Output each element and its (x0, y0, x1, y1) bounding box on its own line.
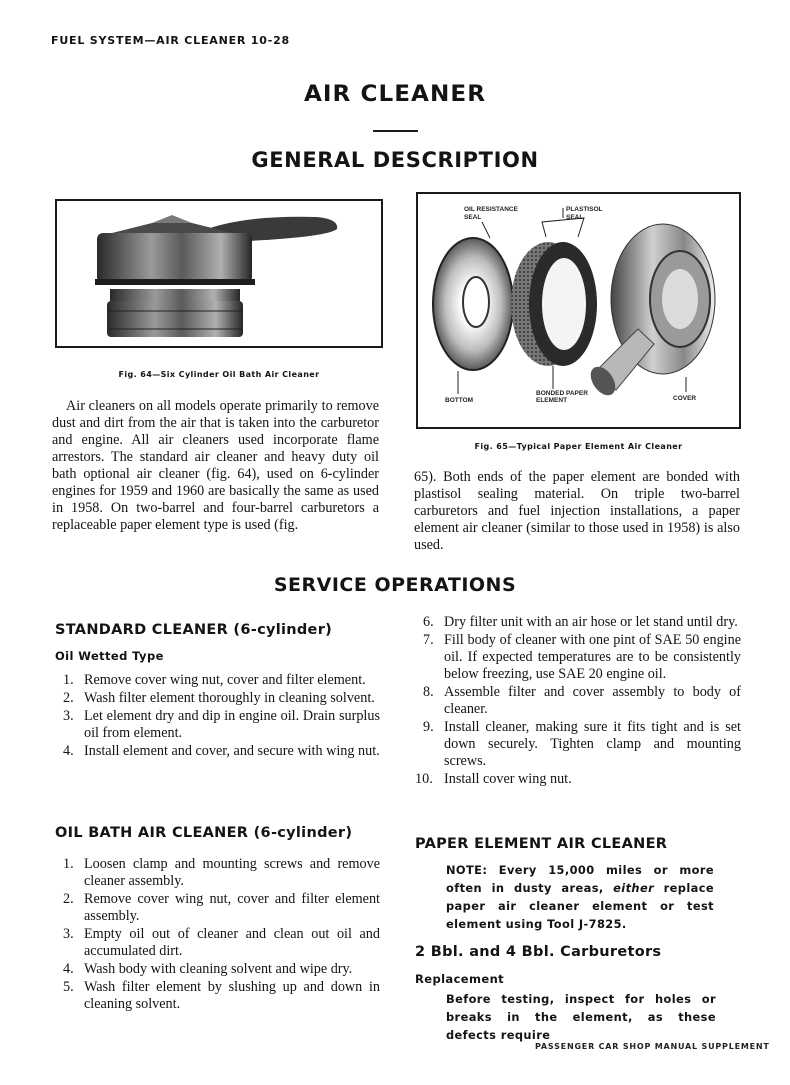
step-number: 2. (63, 891, 74, 907)
step-text: Assemble filter and cover assembly to body of cleaner. (444, 684, 741, 717)
list-item (415, 719, 741, 770)
list-item (55, 891, 380, 925)
list-item (55, 926, 380, 960)
figure-65-photo (416, 192, 741, 429)
figure-65-caption: Fig. 65—Typical Paper Element Air Cleaner (474, 442, 683, 451)
list-item (55, 708, 380, 742)
note-emphasis: either (613, 881, 655, 895)
oil-bath-heading: OIL BATH AIR CLEANER (6-cylinder) (55, 825, 353, 841)
step-number: 9. (423, 719, 434, 735)
replacement-text: Before testing, inspect for holes or breaks in the element, as these defects require (446, 992, 716, 1042)
list-item (55, 979, 380, 1013)
section-heading-service-operations: SERVICE OPERATIONS (273, 574, 517, 596)
step-text: Wash filter element thoroughly in cleaning solvent. (84, 690, 375, 706)
list-item (55, 672, 380, 689)
step-text: Let element dry and dip in engine oil. Drain surplus oil from element. (84, 708, 380, 741)
general-description-paragraph-right: 65). Both ends of the paper element are bonded with plastisol sealing material. On triple two-barrel carburetors and fuel injection installations, a paper element air cleaner (similar to those used in 1958) is also used. (414, 469, 740, 553)
list-item (415, 614, 741, 631)
list-item (415, 684, 741, 718)
label-plastisol-seal-line2: SEAL (566, 214, 584, 221)
label-oil-resistance-seal-line2: SEAL (464, 214, 482, 221)
step-text: Install cover wing nut. (444, 771, 572, 787)
step-number: 4. (63, 743, 74, 759)
step-text: Install element and cover, and secure with wing nut. (84, 743, 380, 759)
step-number: 7. (423, 632, 434, 648)
figure-64-caption: Fig. 64—Six Cylinder Oil Bath Air Cleaner (118, 370, 320, 379)
step-number: 3. (63, 708, 74, 724)
step-text: Install cleaner, making sure it fits tight and is set down securely. Tighten clamp and mounting screws. (444, 719, 741, 769)
step-text: Loosen clamp and mounting screws and remove cleaner assembly. (84, 856, 380, 889)
step-number: 6. (423, 614, 434, 630)
list-item (55, 856, 380, 890)
label-bonded-paper-element-line1: BONDED PAPER (536, 390, 588, 397)
step-number: 1. (63, 856, 74, 872)
list-item (415, 771, 741, 788)
list-item (55, 743, 380, 760)
label-plastisol-seal-line1: PLASTISOL (566, 206, 603, 213)
note-text-suffix: replace paper air cleaner element or test element using Tool J-7825. (446, 881, 714, 931)
step-text: Remove cover wing nut, cover and filter element assembly. (84, 891, 380, 924)
step-text: Wash body with cleaning solvent and wipe dry. (84, 961, 353, 977)
paper-element-heading: PAPER ELEMENT AIR CLEANER (415, 836, 668, 852)
standard-cleaner-steps (55, 672, 380, 761)
list-item (55, 961, 380, 978)
list-item (415, 632, 741, 683)
paper-element-note (446, 861, 714, 933)
carburetors-heading: 2 Bbl. and 4 Bbl. Carburetors (415, 944, 662, 960)
oil-bath-air-cleaner-illustration (57, 201, 381, 346)
page-footer: PASSENGER CAR SHOP MANUAL SUPPLEMENT (535, 1042, 770, 1051)
step-number: 8. (423, 684, 434, 700)
step-number: 5. (63, 979, 74, 995)
label-cover: COVER (673, 395, 697, 402)
step-number: 4. (63, 961, 74, 977)
note-text-prefix: NOTE: Every 15,000 miles or more often in dusty areas, (446, 863, 714, 895)
label-bonded-paper-element-line2: ELEMENT (536, 397, 568, 404)
general-description-paragraph-left: Air cleaners on all models operate primarily to remove dust and dirt from the air that is taken into the carburetor and engine. All air cleaners used incorporate flame arrestors. The standard air cleaner and heavy duty oil bath optional air cleaner (fig. 64), used on 6-cylinder engines for 1959 and 1960 are basically the same as used in 1958. On two-barrel and four-barrel carburetors a replaceable paper element type is used (fig. (52, 398, 379, 533)
section-heading-general-description: GENERAL DESCRIPTION (251, 148, 539, 172)
step-text: Empty oil out of cleaner and clean out oil and accumulated dirt. (84, 926, 380, 959)
step-text: Wash filter element by slushing up and down in cleaning solvent. (84, 979, 380, 1012)
paper-element-air-cleaner-illustration (418, 194, 739, 427)
standard-cleaner-heading: STANDARD CLEANER (6-cylinder) (55, 622, 333, 638)
step-text: Remove cover wing nut, cover and filter element. (84, 672, 366, 688)
replacement-subheading: Replacement (415, 972, 505, 986)
figure-64-photo (55, 199, 383, 348)
oil-bath-steps-right (415, 614, 741, 789)
label-bottom: BOTTOM (445, 397, 474, 404)
label-oil-resistance-seal-line1: OIL RESISTANCE (464, 206, 518, 213)
list-item (55, 690, 380, 707)
step-number: 10. (415, 771, 433, 787)
oil-wetted-type-subheading: Oil Wetted Type (55, 649, 164, 663)
step-number: 2. (63, 690, 74, 706)
step-number: 3. (63, 926, 74, 942)
title-divider (373, 130, 418, 132)
oil-bath-steps-left (55, 856, 380, 1014)
step-text: Fill body of cleaner with one pint of SAE 50 engine oil. If expected temperatures are to be consistently below freezing, use SAE 20 engine oil. (444, 632, 741, 682)
step-text: Dry filter unit with an air hose or let stand until dry. (444, 614, 738, 630)
running-head: FUEL SYSTEM—AIR CLEANER 10-28 (51, 34, 290, 47)
step-number: 1. (63, 672, 74, 688)
page-title: AIR CLEANER (303, 82, 487, 107)
